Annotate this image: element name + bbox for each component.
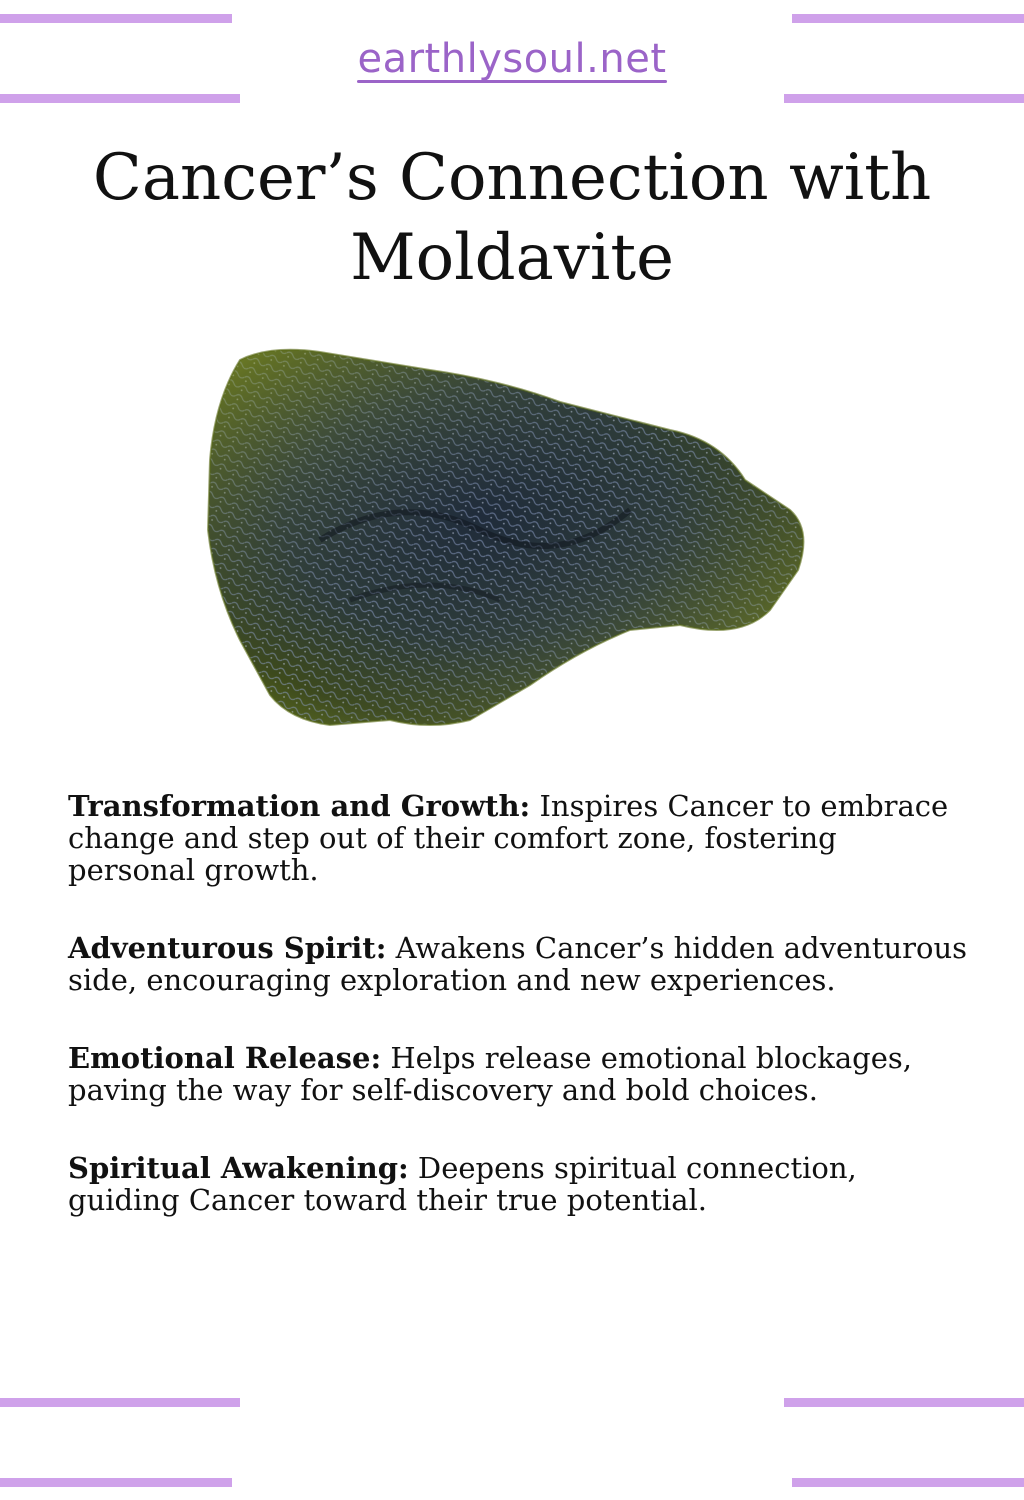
- top-right-bar-1: [792, 14, 1024, 23]
- bottom-left-bar-1: [0, 1398, 240, 1407]
- point-body: Deepens spiritual connection, guiding Cancer toward their true potential.: [68, 1151, 857, 1217]
- page-title-line1: Cancer’s Connection with: [92, 141, 932, 215]
- point-transformation: [68, 790, 968, 886]
- point-heading: Emotional Release:: [68, 1041, 382, 1075]
- point-heading: Adventurous Spirit:: [68, 931, 387, 965]
- moldavite-stone-icon: [200, 340, 820, 730]
- top-left-bar-1: [0, 14, 232, 23]
- brand-logo: [0, 36, 1024, 83]
- page-title-line2: Moldavite: [350, 221, 674, 295]
- bottom-right-bar-1: [784, 1398, 1024, 1407]
- top-right-bar-2: [784, 94, 1024, 103]
- point-spiritual-awakening: [68, 1152, 968, 1216]
- brand-logo-text: earthlysoul.net: [357, 36, 667, 82]
- point-adventurous: [68, 932, 968, 996]
- bottom-right-bar-2: [792, 1478, 1024, 1487]
- point-heading: Spiritual Awakening:: [68, 1151, 409, 1185]
- point-body: Awakens Cancer’s hidden adventurous side, encouraging exploration and new experiences.: [68, 931, 968, 997]
- page-title: [0, 138, 1024, 298]
- top-left-bar-2: [0, 94, 240, 103]
- moldavite-stone-image: [200, 340, 820, 734]
- point-body: Helps release emotional blockages, paving the way for self-discovery and bold choices.: [68, 1041, 912, 1107]
- point-emotional-release: [68, 1042, 968, 1106]
- point-body: Inspires Cancer to embrace change and step out of their comfort zone, fostering personal growth.: [68, 789, 949, 887]
- points-list: [68, 790, 968, 1262]
- bottom-left-bar-2: [0, 1478, 232, 1487]
- point-heading: Transformation and Growth:: [68, 789, 531, 823]
